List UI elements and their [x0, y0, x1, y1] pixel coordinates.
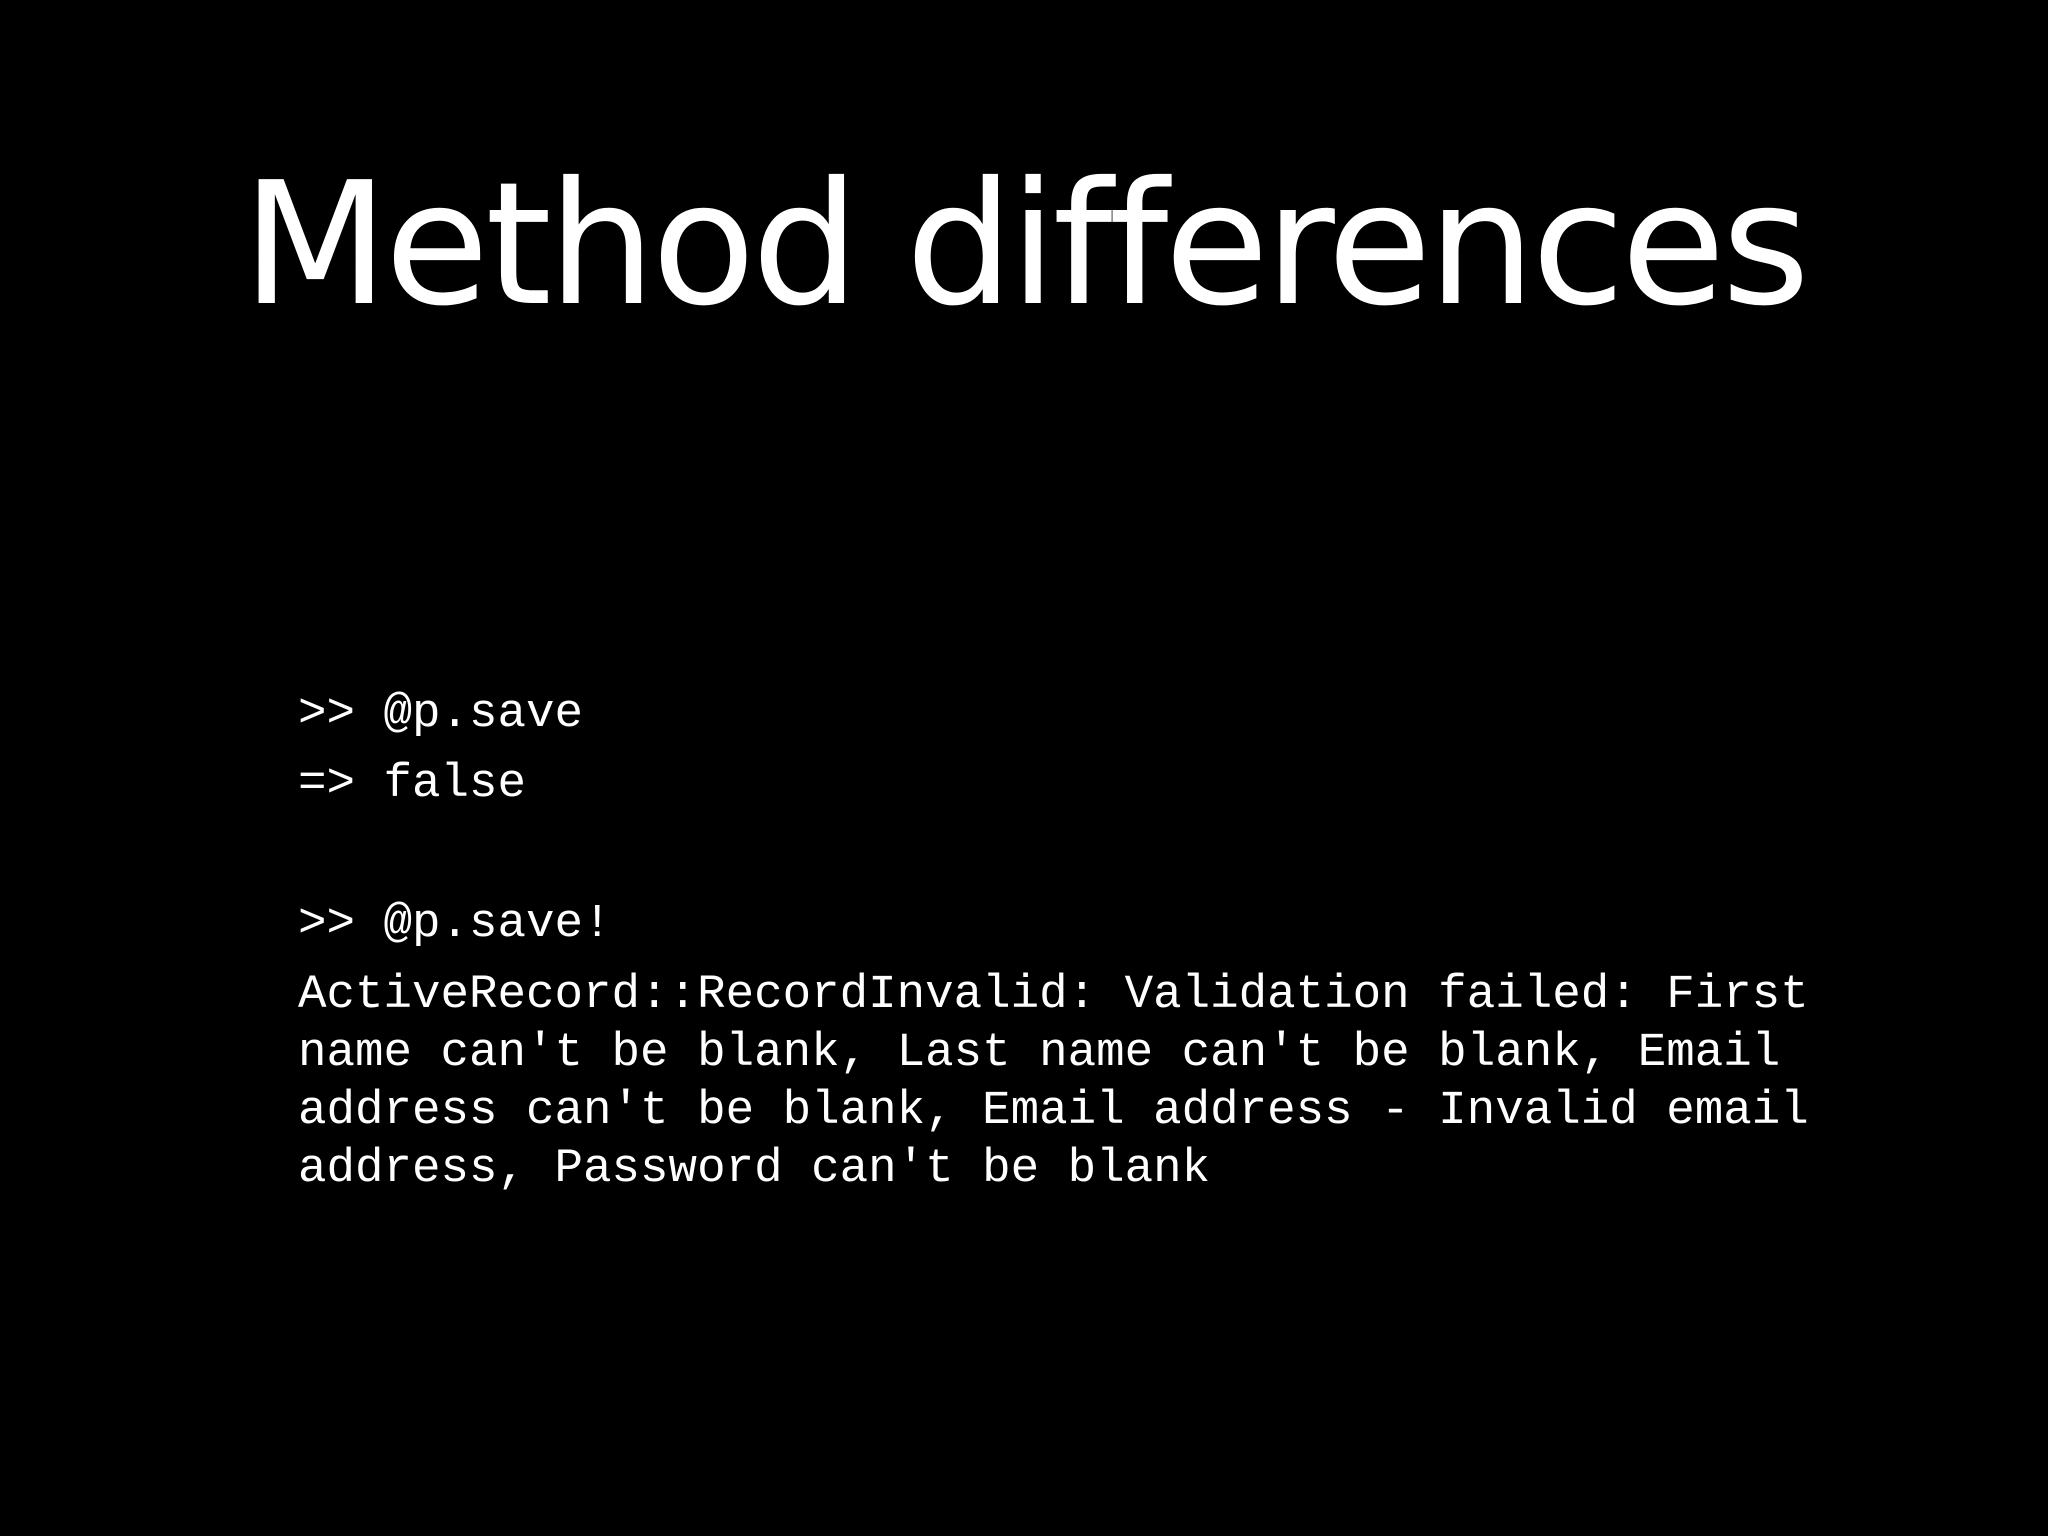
- slide-title: Method differences: [241, 146, 1807, 344]
- code-line-save-command: >> @p.save: [298, 687, 584, 741]
- error-line: address, Password can't be blank: [298, 1142, 1211, 1196]
- error-line: ActiveRecord::RecordInvalid: Validation failed: First: [298, 968, 1809, 1022]
- code-line-save-result: => false: [298, 757, 527, 811]
- error-line: name can't be blank, Last name can't be blank, Email: [298, 1026, 1781, 1080]
- error-output: [298, 966, 1858, 1198]
- error-line: address can't be blank, Email address - Invalid email: [298, 1084, 1809, 1138]
- code-line-save-bang-command: >> @p.save!: [298, 897, 612, 951]
